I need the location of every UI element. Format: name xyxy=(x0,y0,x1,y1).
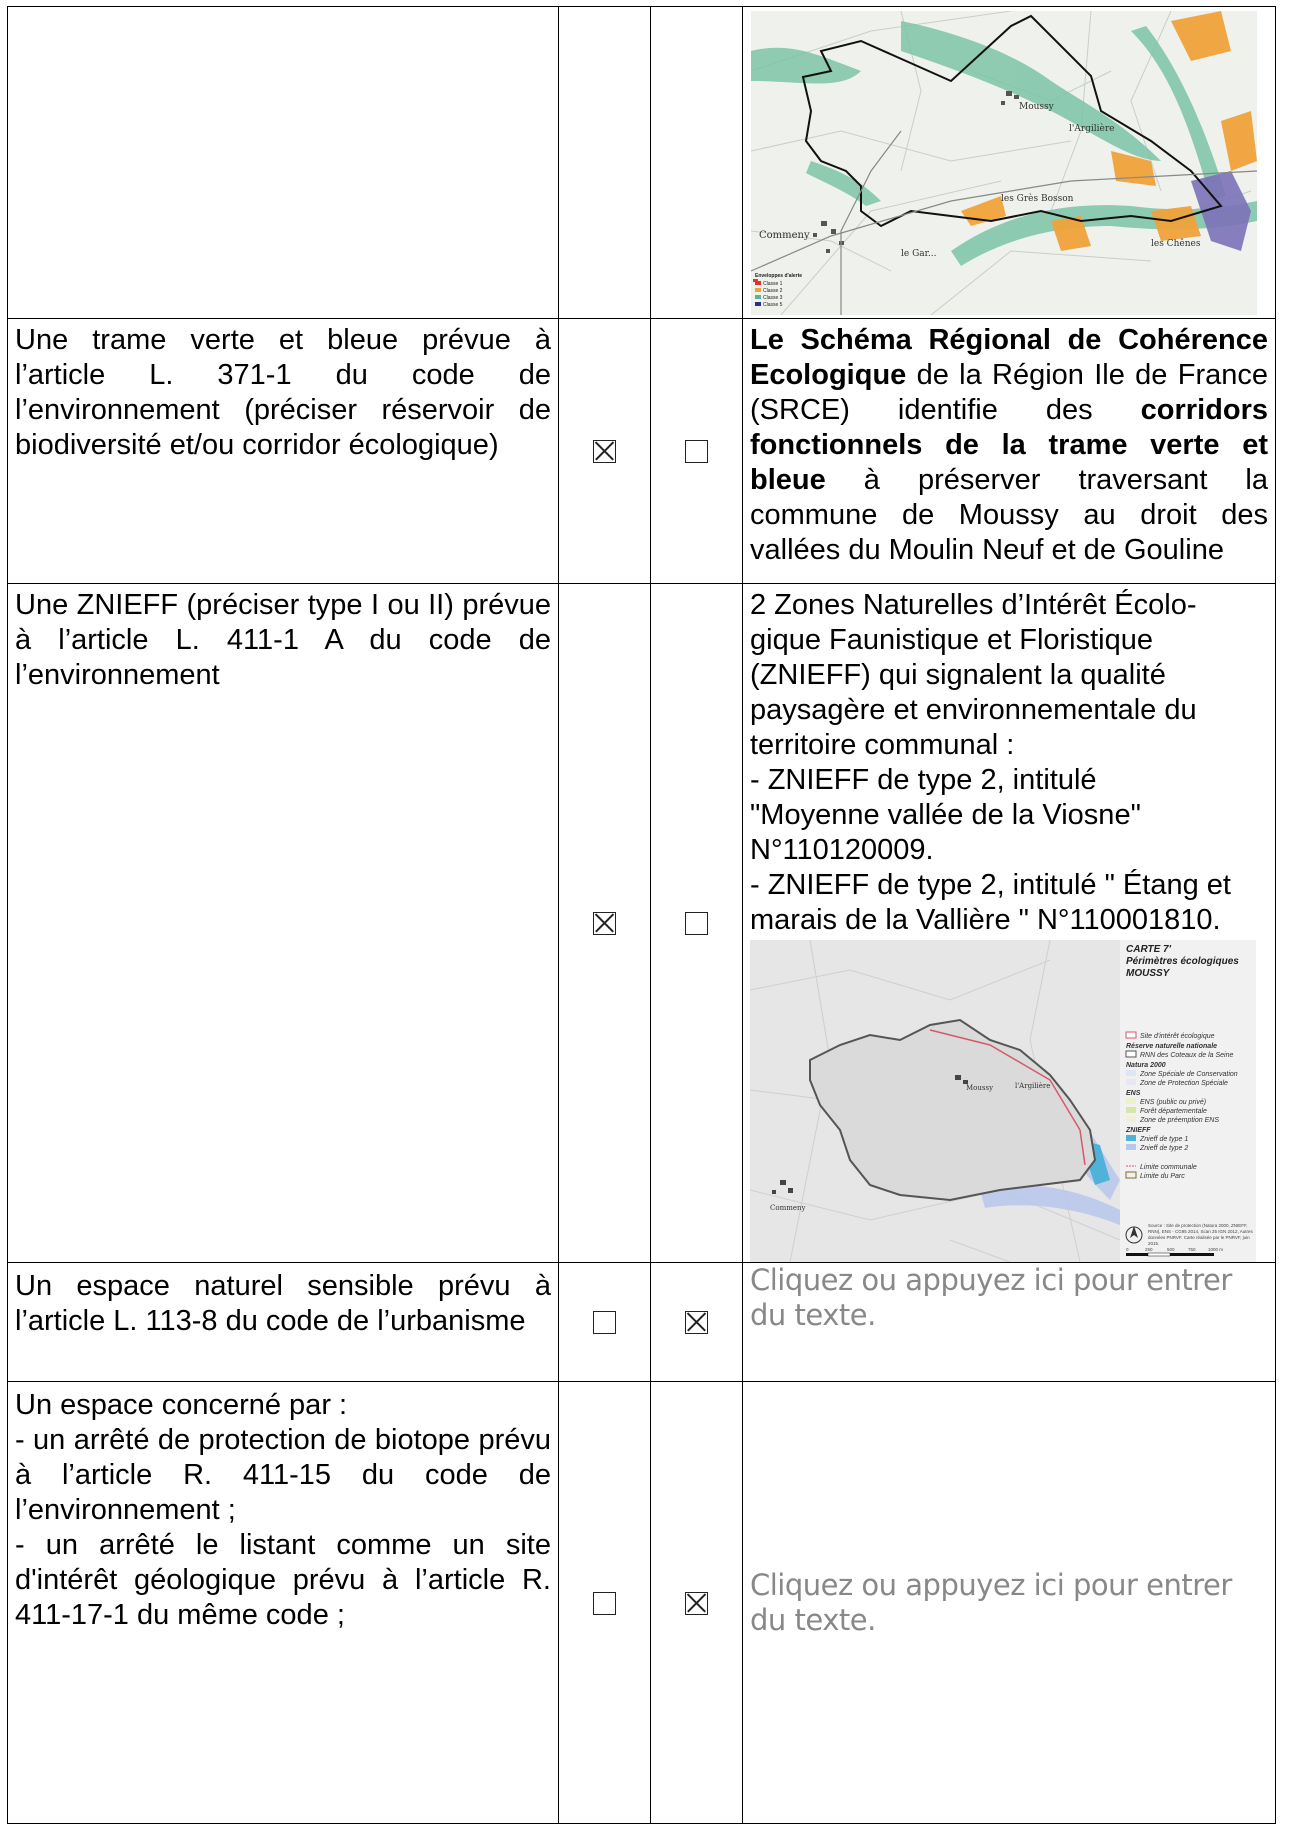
map-label-commeny: Commeny xyxy=(759,230,810,241)
no-cell xyxy=(651,584,743,1263)
table-row xyxy=(8,1382,1276,1824)
map-title-1: CARTE 7' xyxy=(1126,944,1171,955)
yes-cell xyxy=(559,1263,651,1382)
legend-item: Limite du Parc xyxy=(1140,1173,1185,1180)
answer-line: "Moyenne vallée de la Viosne" xyxy=(750,799,1141,831)
answer-bold-text: Le Schéma Régional de Cohérence Ecologique xyxy=(750,324,1268,391)
answer-line: (ZNIEFF) qui signalent la qualité xyxy=(750,659,1166,691)
no-checkbox[interactable] xyxy=(685,1592,708,1615)
map-label-gres: les Grès Bosson xyxy=(1001,194,1074,204)
answer-placeholder-field[interactable]: Cliquez ou appuyez ici pour entrer du texte. xyxy=(743,1263,1276,1382)
map-label-argiliere: l'Argilière xyxy=(1069,124,1115,134)
map-source: Source : Site de protection (Natura 2000, ZNIEFF, xyxy=(1148,1223,1248,1228)
answer-text: de la Région Ile de France (SRCE) identifie des xyxy=(750,359,1268,426)
environment-criteria-table xyxy=(7,6,1276,1824)
legend-heading: ZNIEFF xyxy=(1126,1127,1151,1134)
answer-cell xyxy=(743,7,1276,319)
yes-checkbox[interactable] xyxy=(593,912,616,935)
yes-checkbox[interactable] xyxy=(593,1592,616,1615)
legend-item: Classe 1 xyxy=(763,281,783,287)
answer-line: N°110120009. xyxy=(750,834,934,866)
yes-cell xyxy=(559,319,651,584)
legend-item: Zone de préemption ENS xyxy=(1140,1117,1219,1124)
no-checkbox[interactable] xyxy=(685,1311,708,1334)
criterion-cell xyxy=(8,1382,559,1824)
legend-item: Classe 2 xyxy=(763,288,783,294)
answer-line: 2 Zones Naturelles d’Intérêt Écolo- xyxy=(750,589,1197,621)
yes-cell xyxy=(559,7,651,319)
yes-checkbox[interactable] xyxy=(593,1311,616,1334)
scale-label: 500 xyxy=(1167,1247,1175,1252)
criterion-cell: Une trame verte et bleue prévue à l’article L. 371-1 du code de l’environnement (préciser réservoir de biodiversité et/ou corridor écologique) xyxy=(8,319,559,584)
map-title-2: Périmètres écologiques xyxy=(1126,956,1239,967)
legend-item: Site d'intérêt écologique xyxy=(1140,1033,1215,1040)
map-source: RNN), ENS - CG95 2014, Scan 25 IGN 2012, Autres xyxy=(1148,1229,1253,1234)
answer-placeholder-field[interactable]: Cliquez ou appuyez ici pour entrer du texte. xyxy=(743,1382,1276,1824)
criterion-line: - un arrêté de protection de biotope prévu à l’article R. 411-15 du code de l’environnement ; xyxy=(15,1424,551,1526)
answer-line: marais de la Vallière " N°110001810. xyxy=(750,904,1221,936)
ecological-perimeters-map xyxy=(750,940,1256,1262)
no-cell xyxy=(651,1382,743,1824)
map-source: données PNRVF. Carte réalisée par le PNRVF, juin xyxy=(1148,1235,1250,1240)
map-label-chenes: les Chênes xyxy=(1151,239,1201,249)
scale-label: 1000 m xyxy=(1208,1247,1224,1252)
legend-item: Zone de Protection Spéciale xyxy=(1140,1080,1228,1087)
table-row xyxy=(8,7,1276,319)
legend-heading: Natura 2000 xyxy=(1126,1062,1166,1069)
map-label-moussy: Moussy xyxy=(1019,102,1054,112)
map-label-argiliere: l'Argilière xyxy=(1015,1082,1051,1090)
map-label-commeny: Commeny xyxy=(770,1204,806,1212)
criterion-line: - un arrêté le listant comme un site d'intérêt géologique prévu à l’article R. 411-17-1 du même code ; xyxy=(15,1529,551,1631)
legend-title: Enveloppes d'alerte xyxy=(755,273,803,279)
yes-cell xyxy=(559,1382,651,1824)
answer-cell xyxy=(743,319,1276,584)
table-row xyxy=(8,319,1276,584)
yes-checkbox[interactable] xyxy=(593,440,616,463)
yes-cell xyxy=(559,584,651,1263)
legend-item: Classe 5 xyxy=(763,302,783,308)
legend-item: Forêt départementale xyxy=(1140,1108,1207,1115)
criterion-cell xyxy=(8,7,559,319)
legend-item: ENS (public ou privé) xyxy=(1140,1099,1207,1106)
answer-line: - ZNIEFF de type 2, intitulé " Étang et xyxy=(750,869,1231,901)
scale-label: 0 xyxy=(1126,1247,1129,1252)
no-checkbox[interactable] xyxy=(685,912,708,935)
criterion-line: Un espace concerné par : xyxy=(15,1389,348,1421)
scale-label: 250 xyxy=(1145,1247,1153,1252)
legend-item: Znieff de type 1 xyxy=(1140,1136,1189,1143)
table-row xyxy=(8,1263,1276,1382)
legend-heading: ENS xyxy=(1126,1090,1141,1097)
legend-heading: Réserve naturelle nationale xyxy=(1126,1043,1218,1050)
no-cell xyxy=(651,7,743,319)
no-checkbox[interactable] xyxy=(685,440,708,463)
map-source: 2015. xyxy=(1148,1241,1160,1246)
criterion-cell: Un espace naturel sensible prévu à l’article L. 113-8 du code de l’urbanisme xyxy=(8,1263,559,1382)
answer-line: territoire communal : xyxy=(750,729,1015,761)
legend-item: Znieff de type 2 xyxy=(1140,1145,1189,1152)
scale-label: 750 xyxy=(1188,1247,1196,1252)
alert-envelopes-map xyxy=(751,11,1257,315)
no-cell xyxy=(651,319,743,584)
map-label-gar: le Gar... xyxy=(901,249,937,259)
legend-item: RNN des Coteaux de la Seine xyxy=(1140,1052,1234,1059)
map-title-3: MOUSSY xyxy=(1126,968,1170,979)
answer-line: - ZNIEFF de type 2, intitulé xyxy=(750,764,1097,796)
no-cell xyxy=(651,1263,743,1382)
legend-item: Classe 3 xyxy=(763,295,783,301)
answer-text: à préserver traversant la commune de Moussy au droit des vallées du Moulin Neuf et de Gouline xyxy=(750,464,1268,566)
criterion-cell: Une ZNIEFF (préciser type I ou II) prévue à l’article L. 411-1 A du code de l’environnement xyxy=(8,584,559,1263)
legend-item: Zone Spéciale de Conservation xyxy=(1140,1071,1238,1078)
answer-bold-text: corridors fonctionnels de la trame verte et bleue xyxy=(750,394,1268,496)
map-label-moussy: Moussy xyxy=(966,1084,994,1092)
table-row xyxy=(8,584,1276,1263)
answer-cell xyxy=(743,584,1276,1263)
answer-line: paysagère et environnementale du xyxy=(750,694,1197,726)
answer-line: gique Faunistique et Floristique xyxy=(750,624,1154,656)
scale-bar xyxy=(1126,1253,1214,1256)
legend-item: Limite communale xyxy=(1140,1164,1197,1171)
